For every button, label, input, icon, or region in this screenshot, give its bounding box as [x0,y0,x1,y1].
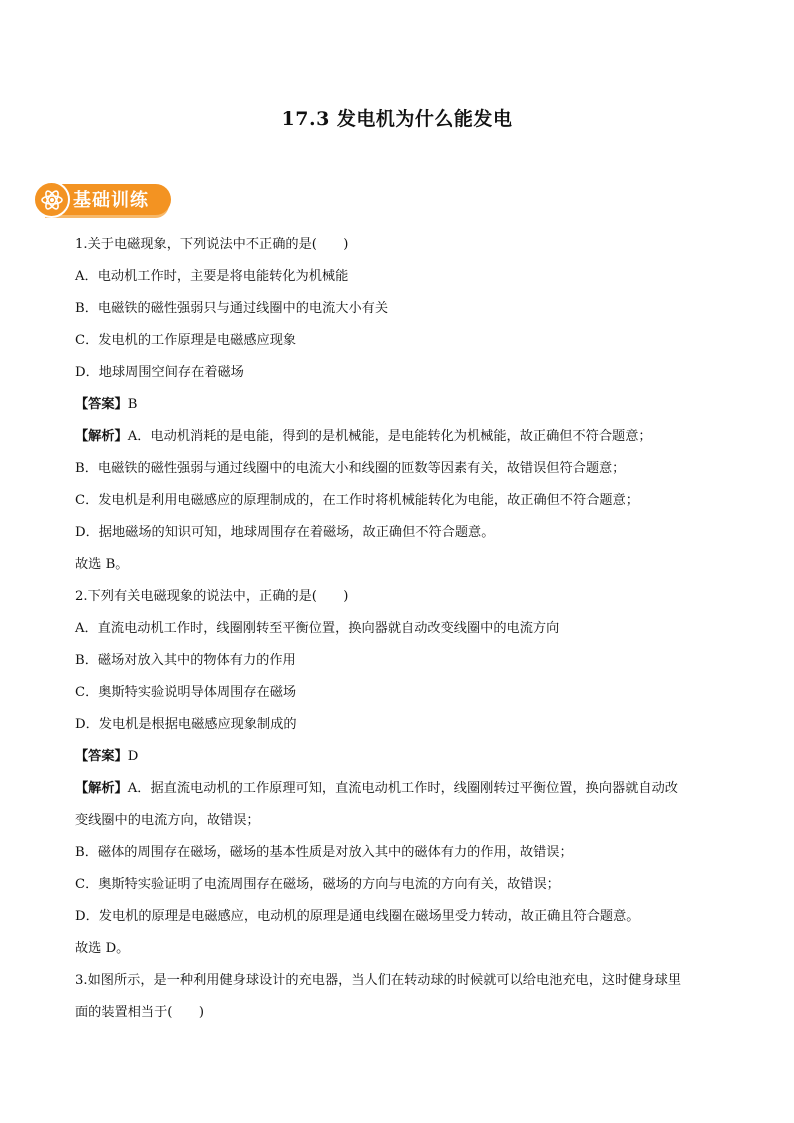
q2-answer-value: D [127,749,139,764]
q1-analysis-d: D．据地磁场的知识可知，地球周围存在着磁场，故正确但不符合题意。 [75,525,495,540]
q2-analysis [75,773,723,805]
q3-stem: 3.如图所示，是一种利用健身球设计的充电器，当人们在转动球的时候就可以给电池充电，这时健身球里 [75,973,682,988]
q2-stem: 2.下列有关电磁现象的说法中，正确的是( ) [75,589,349,604]
q1-answer-value: B [127,397,138,412]
q1-conclusion: 故选 B。 [75,557,129,572]
q2-option-d: D．发电机是根据电磁感应现象制成的 [75,717,297,732]
q2-analysis-c: C．奥斯特实验证明了电流周围存在磁场，磁场的方向与电流的方向有关，故错误； [75,877,560,892]
q2-option-b: B．磁场对放入其中的物体有力的作用 [75,653,296,668]
q1-stem: 1.关于电磁现象，下列说法中不正确的是( ) [75,237,349,252]
analysis-tag: 【解析】 [75,429,128,444]
answer-tag: 【答案】 [75,397,128,412]
q2-conclusion: 故选 D。 [75,941,130,956]
question-content [75,229,723,1029]
q2-analysis-a: A．据直流电动机的工作原理可知，直流电动机工作时，线圈刚转过平衡位置，换向器就自动改 [127,781,678,796]
q3-stem-cont: 面的装置相当于( ) [75,1005,204,1020]
analysis-tag: 【解析】 [75,781,128,796]
q2-option-c: C．奥斯特实验说明导体周围存在磁场 [75,685,297,700]
q2-analysis-b: B．磁体的周围存在磁场，磁场的基本性质是对放入其中的磁体有力的作用，故错误； [75,845,573,860]
q1-option-c: C．发电机的工作原理是电磁感应现象 [75,333,297,348]
q1-analysis-a: A．电动机消耗的是电能，得到的是机械能，是电能转化为机械能，故正确但不符合题意； [127,429,652,444]
q2-analysis-d: D．发电机的原理是电磁感应，电动机的原理是通电线圈在磁场里受力转动，故正确且符合题意。 [75,909,640,924]
q1-analysis [75,421,723,453]
q1-answer [75,389,723,421]
q1-analysis-b: B．电磁铁的磁性强弱与通过线圈中的电流大小和线圈的匝数等因素有关，故错误但符合题意； [75,461,626,476]
q2-option-a: A．直流电动机工作时，线圈刚转至平衡位置，换向器就自动改变线圈中的电流方向 [75,621,560,636]
atom-icon [33,181,70,218]
q2-analysis-a-cont: 变线圈中的电流方向，故错误； [75,813,260,828]
q1-option-a: A．电动机工作时，主要是将电能转化为机械能 [75,269,349,284]
q1-analysis-c: C．发电机是利用电磁感应的原理制成的，在工作时将机械能转化为电能，故正确但不符合题意； [75,493,639,508]
page-title: 17.3 发电机为什么能发电 [281,108,513,130]
q2-answer [75,741,723,773]
q1-option-d: D．地球周围空间存在着磁场 [75,365,244,380]
section-banner [33,181,173,221]
q1-option-b: B．电磁铁的磁性强弱只与通过线圈中的电流大小有关 [75,301,389,316]
answer-tag: 【答案】 [75,749,128,764]
section-label: 基础训练 [73,190,149,211]
